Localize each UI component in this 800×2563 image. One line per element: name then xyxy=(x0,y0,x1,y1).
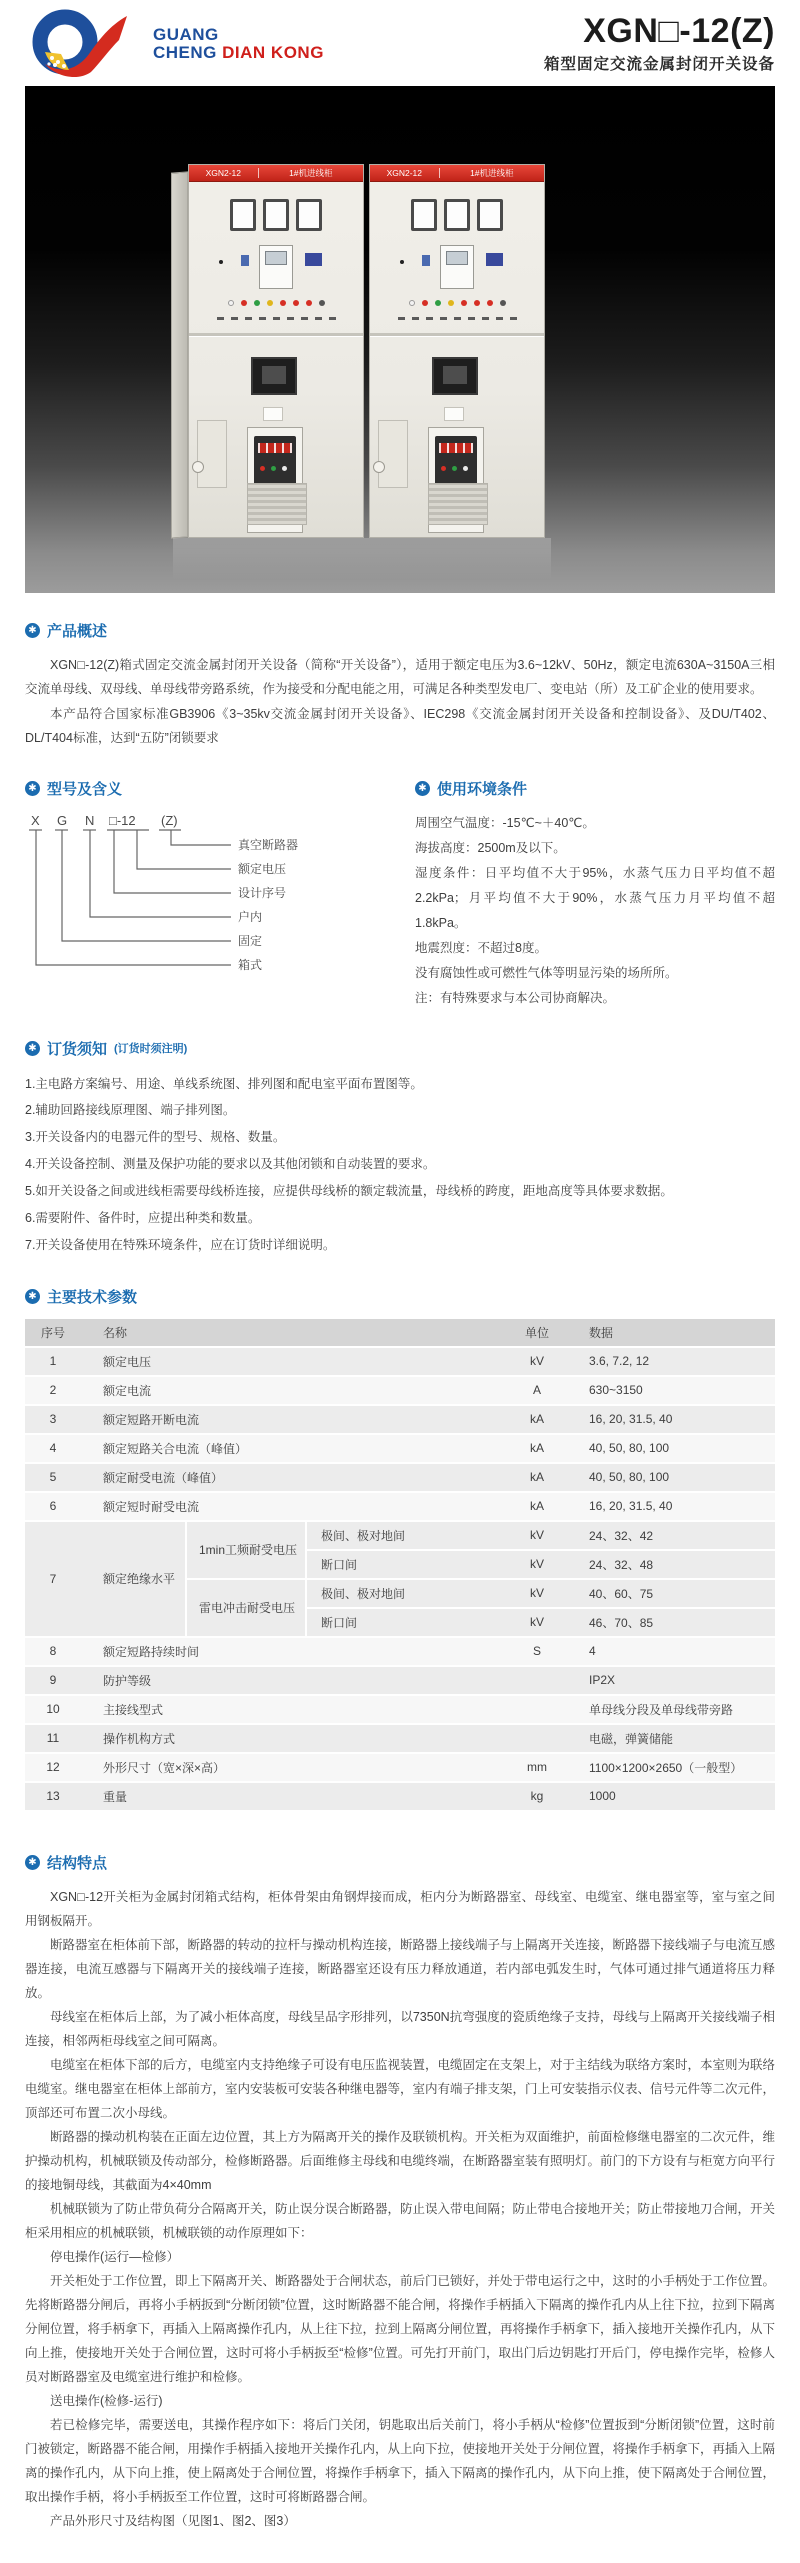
cell-unit: kV xyxy=(499,1348,575,1377)
section-title: 主要技术参数 xyxy=(47,1288,138,1306)
model-label: 箱式 xyxy=(238,957,263,972)
table-row xyxy=(25,1696,775,1725)
cell-name: 防护等级 xyxy=(81,1667,499,1696)
flower-icon: ✱ xyxy=(415,781,430,796)
cell-no: 2 xyxy=(25,1377,81,1406)
structure-paragraph: 断路器室在柜体前下部，断路器的转动的拉杆与操动机构连接，断路器上接线端子与上隔离开关连接，断路器下接线端子与电流互感器连接，电流互感器与下隔离开关的接线端子连接，断路器室还设有压力释放通道，若内部电弧发生时，气体可通过排气通道将压力释放。 xyxy=(25,1937,776,2000)
label-strip xyxy=(398,317,518,320)
cell-name: 额定短路持续时间 xyxy=(81,1638,499,1667)
cell-no: 1 xyxy=(25,1348,81,1377)
ordering-list xyxy=(25,1071,775,1259)
table-row xyxy=(25,1783,775,1812)
cell-name: 额定短路开断电流 xyxy=(81,1406,499,1435)
flower-icon: ✱ xyxy=(25,1041,40,1056)
floor-reflection xyxy=(173,538,551,580)
flower-icon: ✱ xyxy=(25,623,40,638)
cell-data: IP2X xyxy=(575,1667,775,1696)
cell-data: 16, 20, 31.5, 40 xyxy=(575,1493,775,1522)
company-logo xyxy=(25,8,324,80)
cell-subname: 极间、极对地间 xyxy=(305,1580,499,1609)
model-label: 设计序号 xyxy=(238,885,287,900)
cabinet-name-label: 1#机进线柜 xyxy=(289,168,333,178)
cell-subgroup: 雷电冲击耐受电压 xyxy=(185,1580,305,1638)
panel-meter xyxy=(477,199,503,231)
cell-no: 9 xyxy=(25,1667,81,1696)
cell-no: 13 xyxy=(25,1783,81,1812)
section-environment-header xyxy=(415,778,775,799)
cell-subname: 断口间 xyxy=(305,1551,499,1580)
logo-text xyxy=(153,26,324,62)
cell-unit: kV xyxy=(499,1522,575,1551)
cell-subname: 断口间 xyxy=(305,1609,499,1638)
model-token: N xyxy=(85,812,95,828)
cell-unit xyxy=(499,1725,575,1754)
table-row xyxy=(25,1667,775,1696)
table-row xyxy=(25,1435,775,1464)
cell-unit: kA xyxy=(499,1493,575,1522)
observation-window xyxy=(251,357,297,395)
cell-data: 24、32、42 xyxy=(575,1522,775,1551)
product-subtitle: 箱型固定交流金属封闭开关设备 xyxy=(543,56,775,73)
env-line: 地震烈度：不超过8度。 xyxy=(415,940,547,955)
cabinet-name-label: 1#机进线柜 xyxy=(470,168,514,178)
cell-name: 主接线型式 xyxy=(81,1696,499,1725)
logo-line2-red: DIAN KONG xyxy=(222,43,324,62)
col-header-unit: 单位 xyxy=(499,1319,575,1348)
indicator-lights xyxy=(370,300,544,306)
handle-knob xyxy=(192,461,204,473)
operating-handle-panel xyxy=(378,420,408,488)
panel-meter xyxy=(230,199,256,231)
structure-paragraph: 机械联锁为了防止带负荷分合隔离开关，防止误分误合断路器，防止误入带电间隔；防止带电合接地开关；防止带接地刀合闸，开关柜采用相应的机械联锁，机械联锁的动作原理如下： xyxy=(25,2201,776,2240)
col-header-data: 数据 xyxy=(575,1319,775,1348)
cell-data: 46、70、85 xyxy=(575,1609,775,1638)
flower-icon: ✱ xyxy=(25,781,40,796)
cell-data: 40, 50, 80, 100 xyxy=(575,1464,775,1493)
control-device xyxy=(440,245,474,289)
cell-unit xyxy=(499,1667,575,1696)
overview-paragraph-2: 本产品符合国家标准GB3906《3~35kv交流金属封闭开关设备》、IEC298《交流金属封闭开关设备和控制设备》、及DU/T402、DL/T404标准，达到“五防”闭锁要求 xyxy=(25,706,775,746)
cell-name: 外形尺寸（宽×深×高） xyxy=(81,1754,499,1783)
section-title: 使用环境条件 xyxy=(437,780,528,798)
environment-column xyxy=(415,751,775,1011)
model-designation-diagram xyxy=(25,811,375,983)
structure-paragraph: 送电操作(检修-运行) xyxy=(50,2393,163,2408)
model-label: 固定 xyxy=(238,933,263,948)
env-line: 没有腐蚀性或可燃性气体等明显污染的场所所。 xyxy=(415,965,678,980)
col-header-no: 序号 xyxy=(25,1319,81,1348)
model-label: 户内 xyxy=(238,909,263,924)
cell-no: 6 xyxy=(25,1493,81,1522)
model-label: 真空断路器 xyxy=(238,837,299,852)
cell-unit: kA xyxy=(499,1464,575,1493)
cell-name: 额定电流 xyxy=(81,1377,499,1406)
table-row xyxy=(25,1406,775,1435)
cabinet-side-panel xyxy=(171,171,188,538)
table-row xyxy=(25,1348,775,1377)
cell-name: 重量 xyxy=(81,1783,499,1812)
table-row xyxy=(25,1464,775,1493)
col-header-name: 名称 xyxy=(81,1319,499,1348)
ordering-item: 1.主电路方案编号、用途、单线系统图、排列图和配电室平面布置图等。 xyxy=(25,1076,423,1091)
vent-grille xyxy=(247,483,307,525)
cell-unit: kV xyxy=(499,1551,575,1580)
spec-table xyxy=(25,1319,775,1812)
logo-line2-blue: CHENG xyxy=(153,43,217,62)
cabinet-model-label: XGN2-12 xyxy=(370,168,440,178)
name-card xyxy=(444,407,464,421)
section-subnote: (订货时须注明) xyxy=(114,1043,188,1055)
cell-data: 3.6, 7.2, 12 xyxy=(575,1348,775,1377)
cabinet-model-label: XGN2-12 xyxy=(189,168,259,178)
structure-paragraph: 停电操作(运行—检修） xyxy=(50,2249,180,2264)
panel-meter xyxy=(411,199,437,231)
table-row xyxy=(25,1725,775,1754)
structure-paragraph: 产品外形尺寸及结构图（见图1、图2、图3） xyxy=(50,2513,296,2528)
cell-no: 12 xyxy=(25,1754,81,1783)
indicator-dot xyxy=(400,260,404,264)
flower-icon: ✱ xyxy=(25,1289,40,1304)
breaker-indicators xyxy=(260,466,287,471)
table-row xyxy=(25,1638,775,1667)
cell-name: 额定耐受电流（峰值） xyxy=(81,1464,499,1493)
cell-unit: kg xyxy=(499,1783,575,1812)
handle-knob xyxy=(373,461,385,473)
section-parameters-header xyxy=(25,1286,775,1307)
structure-paragraph: 若已检修完毕，需要送电，其操作程序如下：将后门关闭，钥匙取出后关前门，将小手柄从“检修”位置扳到“分断闭锁”位置，这时前门被锁定，断路器不能合闸，用操作手柄插入接地开关操作孔内，从上向下拉，使接地开关处于分闸位置，将操作手柄拿下，再插入上隔离的操作孔内，从下向上推，使上隔离处于合闸位置，将操作手柄拿下，插入下隔离的操作孔内，从下向上推，使下隔离处于合闸位置，取出操作手柄，将小手柄扳至工作位置，这时可将断路器合闸。 xyxy=(25,2417,776,2504)
blue-module xyxy=(305,253,322,266)
meter-row xyxy=(370,199,544,231)
cell-unit: kV xyxy=(499,1580,575,1609)
cell-name: 操作机构方式 xyxy=(81,1725,499,1754)
breaker-indicators xyxy=(441,466,468,471)
cell-data: 40、60、75 xyxy=(575,1580,775,1609)
cell-no: 4 xyxy=(25,1435,81,1464)
overview-paragraph-1: XGN□-12(Z)箱式固定交流金属封闭开关设备（简称“开关设备”），适用于额定电压为3.6~12kV、50Hz，额定电流630A~3150A三相交流单母线、双母线、单母线带旁路系统，作为接受和分配电能之用，可满足各种类型发电厂、变电站（所）及工矿企业的使用要求。 xyxy=(25,658,775,697)
switchgear-cabinet-left xyxy=(188,164,364,538)
structure-paragraphs xyxy=(25,1885,775,2533)
structure-paragraph: 母线室在柜体后上部，为了减小柜体高度，母线呈品字形排列，以7350N抗弯强度的瓷质绝缘子支持，母线与上隔离开关接线端子相连接，相邻两柜母线室之间可隔离。 xyxy=(25,2009,775,2048)
name-card xyxy=(263,407,283,421)
section-ordering-header xyxy=(25,1038,775,1059)
page-header xyxy=(25,0,775,86)
model-label: 额定电压 xyxy=(238,861,287,876)
section-overview-header xyxy=(25,620,775,641)
logo-line1: GUANG xyxy=(153,25,219,45)
section-title: 型号及含义 xyxy=(47,780,123,798)
cabinet-divider xyxy=(189,333,363,336)
operating-handle-panel xyxy=(197,420,227,488)
vent-grille xyxy=(428,483,488,525)
cell-data: 1000 xyxy=(575,1783,775,1812)
table-row-7 xyxy=(25,1522,775,1551)
indicator-lights xyxy=(189,300,363,306)
panel-meter xyxy=(263,199,289,231)
section-title: 订货须知 xyxy=(47,1040,108,1058)
cell-data: 单母线分段及单母线带旁路 xyxy=(575,1696,775,1725)
cell-unit: S xyxy=(499,1638,575,1667)
observation-window xyxy=(432,357,478,395)
cell-data: 4 xyxy=(575,1638,775,1667)
cell-name: 额定短时耐受电流 xyxy=(81,1493,499,1522)
ordering-item: 4.开关设备控制、测量及保护功能的要求以及其他闭锁和自动装置的要求。 xyxy=(25,1157,436,1172)
switchgear-cabinet-right xyxy=(369,164,545,538)
section-structure-header xyxy=(25,1852,775,1873)
cell-no: 10 xyxy=(25,1696,81,1725)
blue-switch xyxy=(422,255,430,266)
cell-data: 40, 50, 80, 100 xyxy=(575,1435,775,1464)
panel-meter xyxy=(296,199,322,231)
cell-unit: kA xyxy=(499,1435,575,1464)
table-row xyxy=(25,1493,775,1522)
ordering-item: 7.开关设备使用在特殊环境条件，应在订货时详细说明。 xyxy=(25,1237,336,1252)
cell-subname: 极间、极对地间 xyxy=(305,1522,499,1551)
control-device xyxy=(259,245,293,289)
cell-no: 7 xyxy=(25,1522,81,1638)
device-screen xyxy=(265,251,287,265)
cell-name: 额定电压 xyxy=(81,1348,499,1377)
env-line: 湿度条件：日平均值不大于95%，水蒸气压力日平均值不超2.2kPa；月平均值不大于90%，水蒸气压力月平均值不超1.8kPa。 xyxy=(415,865,775,930)
ordering-item: 2.辅助回路接线原理图、端子排列图。 xyxy=(25,1103,236,1118)
breaker-red-strip xyxy=(258,443,292,453)
cabinet-divider xyxy=(370,333,544,336)
env-line: 海拔高度：2500m及以下。 xyxy=(415,840,566,855)
cell-no: 8 xyxy=(25,1638,81,1667)
indicator-dot xyxy=(219,260,223,264)
cell-unit: mm xyxy=(499,1754,575,1783)
cell-data: 630~3150 xyxy=(575,1377,775,1406)
two-column-section xyxy=(25,751,775,1011)
cell-data: 16, 20, 31.5, 40 xyxy=(575,1406,775,1435)
table-header-row xyxy=(25,1319,775,1348)
cabinet-banner xyxy=(189,165,363,182)
structure-paragraph: 开关柜处于工作位置，即上下隔离开关、断路器处于合闸状态，前后门已锁好，并处于带电运行之中，这时的小手柄处于工作位置。先将断路器分闸后，再将小手柄扳到“分断闭锁”位置，这时断路器不能合闸，将操作手柄插入下隔离的操作孔内从上往下拉，拉到下隔离分闸位置，将手柄拿下，再插入上隔离操作孔内，从上往下拉，拉到上隔离分闸位置，再将操作手柄拿下，插入接地开关操作孔内，从下向上推，使接地开关处于合闸位置，这时可将小手柄扳至“检修”位置。可先打开前门，取出门后边钥匙打开后门，停电操作完毕，检修人员对断路器室及电缆室进行维护和检修。 xyxy=(25,2273,776,2384)
cell-no: 5 xyxy=(25,1464,81,1493)
section-model-header xyxy=(25,778,391,799)
section-title: 结构特点 xyxy=(47,1854,108,1872)
structure-paragraph: 电缆室在柜体下部的后方，电缆室内支持绝缘子可设有电压监视装置，电缆固定在支架上，对于主结线为联络方案时，本室则为联络电缆室。继电器室在柜体上部前方，室内安装板可安装各种继电器等，室内有端子排支架，门上可安装指示仪表、信号元件等二次元件，顶部还可布置二次小母线。 xyxy=(25,2057,776,2120)
product-photo xyxy=(25,86,775,593)
logo-mark-icon xyxy=(25,8,145,80)
label-strip xyxy=(217,317,337,320)
section-title: 产品概述 xyxy=(47,623,108,640)
cell-name: 额定短路关合电流（峰值） xyxy=(81,1435,499,1464)
blue-module xyxy=(486,253,503,266)
model-token: (Z) xyxy=(161,812,178,828)
breaker-red-strip xyxy=(439,443,473,453)
header-title-block xyxy=(544,8,775,74)
cell-data: 1100×1200×2650（一般型） xyxy=(575,1754,775,1783)
table-row xyxy=(25,1754,775,1783)
env-line: 周围空气温度：-15℃~＋40℃。 xyxy=(415,815,595,830)
device-screen xyxy=(446,251,468,265)
model-token: G xyxy=(57,812,68,828)
cell-group: 额定绝缘水平 xyxy=(81,1522,185,1638)
meter-row xyxy=(189,199,363,231)
cabinet-banner xyxy=(370,165,544,182)
cell-unit: A xyxy=(499,1377,575,1406)
cell-unit: kV xyxy=(499,1609,575,1638)
env-line: 注：有特殊要求与本公司协商解决。 xyxy=(415,990,616,1005)
product-model-title: XGN□-12(Z) xyxy=(583,12,775,50)
cell-subgroup: 1min工频耐受电压 xyxy=(185,1522,305,1580)
cell-no: 3 xyxy=(25,1406,81,1435)
ordering-item: 3.开关设备内的电器元件的型号、规格、数量。 xyxy=(25,1130,286,1145)
model-meaning-column xyxy=(25,751,391,1011)
cell-unit: kA xyxy=(499,1406,575,1435)
blue-switch xyxy=(241,255,249,266)
structure-paragraph: 断路器的操动机构装在正面左边位置，其上方为隔离开关的操作及联锁机构。开关柜为双面维护，前面检修继电器室的二次元件，维护操动机构，机械联锁及传动部分，检修断路器。后面维修主母线和电缆终端，在断路器室装有照明灯。前门的下方设有与柜宽方向平行的接地铜母线，其截面为4×40mm xyxy=(25,2129,776,2192)
panel-meter xyxy=(444,199,470,231)
logo-line2 xyxy=(153,44,324,62)
cell-unit xyxy=(499,1696,575,1725)
ordering-item: 5.如开关设备之间或进线柜需要母线桥连接，应提供母线桥的额定载流量，母线桥的跨度，距地高度等具体要求数据。 xyxy=(25,1184,673,1198)
table-row xyxy=(25,1377,775,1406)
flower-icon: ✱ xyxy=(25,1855,40,1870)
cell-no: 11 xyxy=(25,1725,81,1754)
model-token: X xyxy=(31,812,40,828)
model-token: □-12 xyxy=(109,812,136,828)
cell-data: 24、32、48 xyxy=(575,1551,775,1580)
ordering-item: 6.需要附件、备件时，应提出种类和数量。 xyxy=(25,1210,261,1225)
cell-data: 电磁，弹簧储能 xyxy=(575,1725,775,1754)
structure-paragraph: XGN□-12开关柜为金属封闭箱式结构，柜体骨架由角钢焊接而成，柜内分为断路器室、母线室、电缆室、继电器室等，室与室之间用钢板隔开。 xyxy=(25,1889,775,1928)
